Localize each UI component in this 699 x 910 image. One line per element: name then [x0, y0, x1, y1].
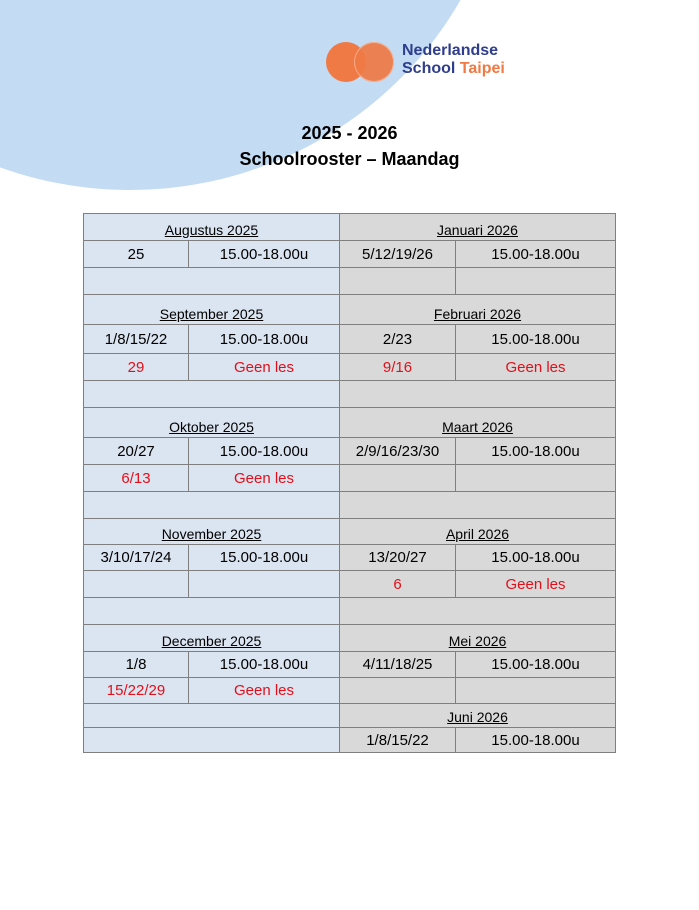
- page-title: [0, 120, 699, 172]
- lesson-dates: 2/23: [340, 325, 456, 354]
- lesson-dates: 4/11/18/25: [340, 652, 456, 678]
- empty-cell: [456, 268, 616, 295]
- lesson-time: 15.00-18.00u: [189, 325, 340, 354]
- lesson-time: 15.00-18.00u: [456, 728, 616, 753]
- empty-row: [84, 381, 340, 408]
- logo-line2b: Taipei: [459, 60, 505, 77]
- empty-row: [84, 728, 340, 753]
- logo-line1: Nederlandse: [402, 42, 499, 59]
- month-header: Mei 2026: [340, 625, 616, 652]
- month-header: Maart 2026: [340, 408, 616, 438]
- cancelled-dates: 6/13: [84, 465, 189, 492]
- month-header: Augustus 2025: [84, 214, 340, 241]
- no-lesson-label: Geen les: [456, 354, 616, 381]
- empty-row: [340, 492, 616, 519]
- lesson-dates: 3/10/17/24: [84, 545, 189, 571]
- empty-row: [84, 492, 340, 519]
- lesson-time: 15.00-18.00u: [189, 545, 340, 571]
- title-year: 2025 - 2026: [301, 123, 398, 143]
- cancelled-dates: 6: [340, 571, 456, 598]
- lesson-time: 15.00-18.00u: [456, 325, 616, 354]
- month-header: Juni 2026: [340, 704, 616, 728]
- lesson-time: 15.00-18.00u: [456, 241, 616, 268]
- cancelled-dates: 15/22/29: [84, 678, 189, 704]
- empty-row: [340, 381, 616, 408]
- schedule-table: [83, 213, 616, 753]
- lesson-time: 15.00-18.00u: [189, 652, 340, 678]
- lesson-time: 15.00-18.00u: [456, 545, 616, 571]
- month-header: April 2026: [340, 519, 616, 545]
- empty-row: [84, 704, 340, 728]
- month-header: November 2025: [84, 519, 340, 545]
- month-header: Oktober 2025: [84, 408, 340, 438]
- month-header: Januari 2026: [340, 214, 616, 241]
- school-logo: [326, 40, 516, 84]
- lesson-dates: 20/27: [84, 438, 189, 465]
- logo-circle-icon: [354, 42, 394, 82]
- lesson-dates: 13/20/27: [340, 545, 456, 571]
- month-header: September 2025: [84, 295, 340, 325]
- cancelled-dates: 29: [84, 354, 189, 381]
- logo-line2a: School: [402, 60, 456, 77]
- empty-cell: [340, 465, 456, 492]
- empty-cell: [84, 571, 189, 598]
- empty-cell: [456, 465, 616, 492]
- empty-row: [340, 598, 616, 625]
- lesson-time: 15.00-18.00u: [189, 438, 340, 465]
- lesson-time: 15.00-18.00u: [456, 438, 616, 465]
- no-lesson-label: Geen les: [189, 678, 340, 704]
- empty-cell: [189, 571, 340, 598]
- no-lesson-label: Geen les: [189, 354, 340, 381]
- lesson-dates: 25: [84, 241, 189, 268]
- empty-cell: [456, 678, 616, 704]
- lesson-dates: 1/8/15/22: [84, 325, 189, 354]
- no-lesson-label: Geen les: [189, 465, 340, 492]
- empty-row: [84, 598, 340, 625]
- title-subtitle: Schoolrooster – Maandag: [239, 149, 460, 169]
- no-lesson-label: Geen les: [456, 571, 616, 598]
- cancelled-dates: 9/16: [340, 354, 456, 381]
- lesson-dates: 1/8: [84, 652, 189, 678]
- lesson-time: 15.00-18.00u: [456, 652, 616, 678]
- empty-row: [84, 268, 340, 295]
- lesson-time: 15.00-18.00u: [189, 241, 340, 268]
- month-header: Februari 2026: [340, 295, 616, 325]
- lesson-dates: 1/8/15/22: [340, 728, 456, 753]
- empty-cell: [340, 268, 456, 295]
- lesson-dates: 5/12/19/26: [340, 241, 456, 268]
- lesson-dates: 2/9/16/23/30: [340, 438, 456, 465]
- empty-cell: [340, 678, 456, 704]
- month-header: December 2025: [84, 625, 340, 652]
